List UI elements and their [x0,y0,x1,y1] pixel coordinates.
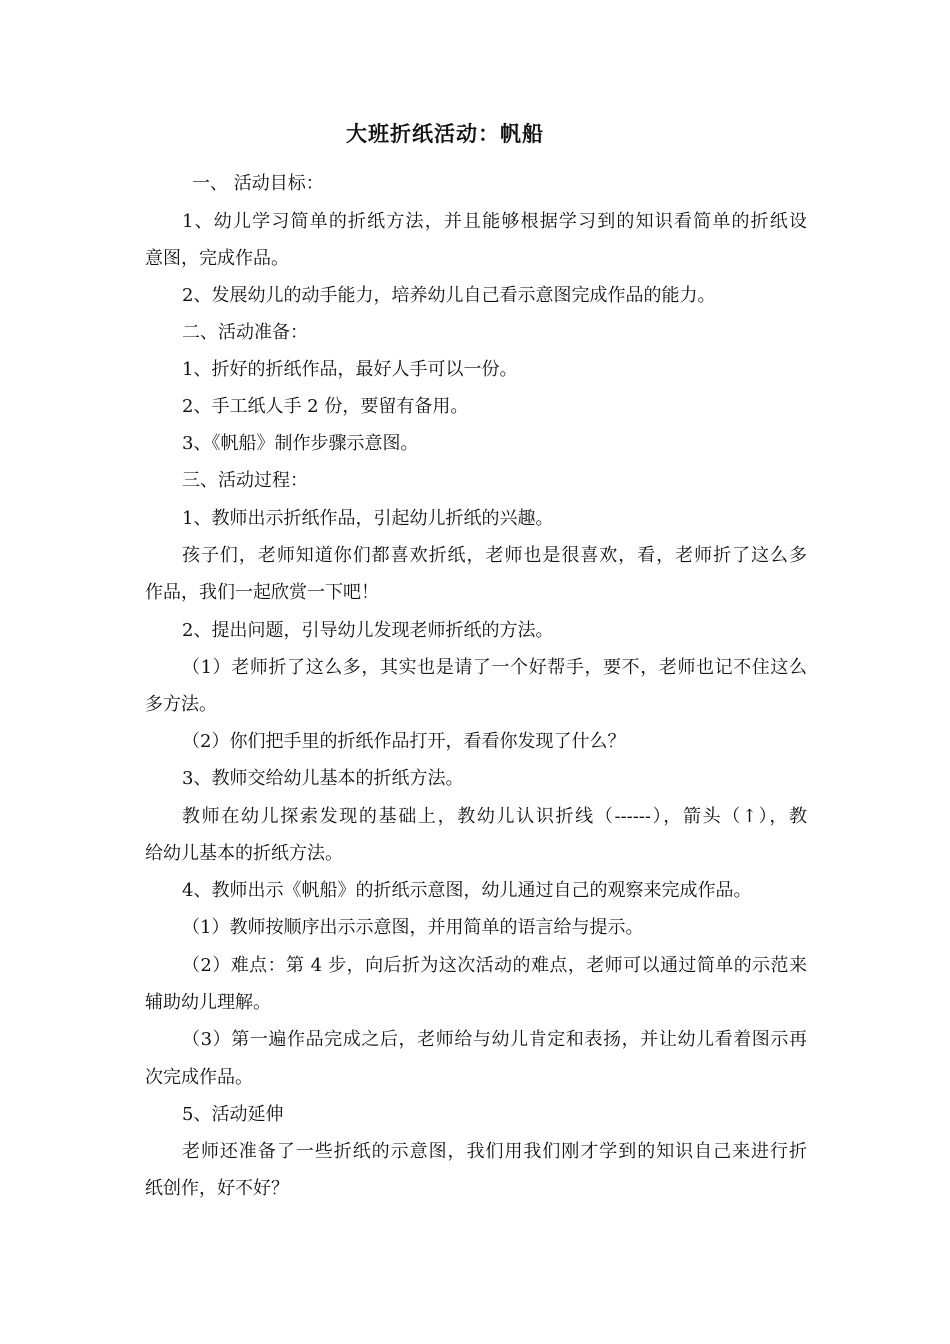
paragraph: 老师还准备了一些折纸的示意图，我们用我们刚才学到的知识自己来进行折 [182,1141,807,1162]
paragraph: 2、发展幼儿的动手能力，培养幼儿自己看示意图完成作品的能力。 [182,285,716,306]
section-heading-process: 三、活动过程： [182,470,308,491]
paragraph: （2）你们把手里的折纸作品打开，看看你发现了什么？ [182,731,626,752]
paragraph: 多方法。 [145,694,217,715]
paragraph: （2）难点：第 4 步，向后折为这次活动的难点，老师可以通过简单的示范来 [182,955,807,976]
paragraph: 教师在幼儿探索发现的基础上，教幼儿认识折线（------），箭头（↑），教 [182,806,807,827]
paragraph: 4、教师出示《帆船》的折纸示意图，幼儿通过自己的观察来完成作品。 [182,880,752,901]
paragraph: （1）老师折了这么多，其实也是请了一个好帮手，要不，老师也记不住这么 [182,657,807,678]
paragraph: 作品，我们一起欣赏一下吧！ [145,582,379,603]
paragraph: 1、教师出示折纸作品，引起幼儿折纸的兴趣。 [182,508,554,529]
paragraph: 2、手工纸人手 2 份，要留有备用。 [182,396,469,417]
paragraph: 给幼儿基本的折纸方法。 [145,843,343,864]
paragraph: 3、《帆船》制作步骤示意图。 [182,433,419,454]
paragraph: 次完成作品。 [145,1067,253,1088]
paragraph: （3）第一遍作品完成之后，老师给与幼儿肯定和表扬，并让幼儿看着图示再 [182,1029,807,1050]
paragraph: 2、提出问题，引导幼儿发现老师折纸的方法。 [182,620,554,641]
document-title: 大班折纸活动：帆船 [346,122,544,146]
paragraph: 孩子们，老师知道你们都喜欢折纸，老师也是很喜欢，看，老师折了这么多 [182,545,807,566]
paragraph: （1）教师按顺序出示示意图，并用简单的语言给与提示。 [182,917,644,938]
paragraph: 纸创作，好不好？ [145,1178,289,1199]
paragraph: 意图，完成作品。 [145,248,289,269]
section-heading-goals: 一、 活动目标： [192,173,324,194]
paragraph: 1、幼儿学习简单的折纸方法，并且能够根据学习到的知识看简单的折纸设 [182,211,807,232]
paragraph: 3、教师交给幼儿基本的折纸方法。 [182,768,464,789]
paragraph: 5、活动延伸 [182,1104,284,1125]
section-heading-preparation: 二、活动准备： [182,322,308,343]
paragraph: 辅助幼儿理解。 [145,992,271,1013]
paragraph: 1、折好的折纸作品，最好人手可以一份。 [182,359,518,380]
